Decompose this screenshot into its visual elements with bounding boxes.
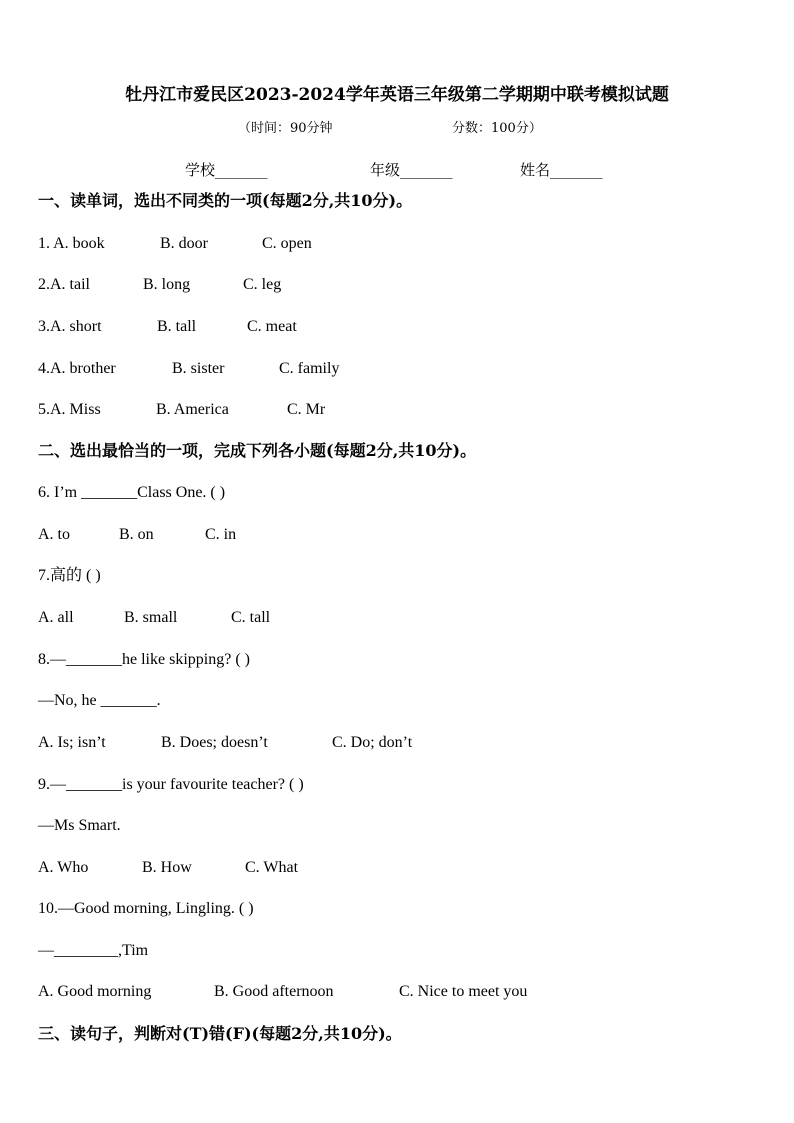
- q2-option-c: C. leg: [243, 276, 282, 293]
- q7-stem: 7.高的 ( ): [38, 567, 101, 584]
- q9-line2: —Ms Smart.: [38, 817, 121, 834]
- q1-option-c: C. open: [262, 235, 312, 252]
- grade-field[interactable]: 年级_______: [370, 161, 453, 179]
- q7-option-b: B. small: [124, 609, 178, 626]
- q8-stem: 8.—_______he like skipping? ( ): [38, 651, 250, 668]
- score-info: 分数：100分）: [452, 121, 542, 136]
- q8-option-a: A. Is; isn’t: [38, 734, 106, 751]
- q2-option-b: B. long: [143, 276, 191, 293]
- q1-option-b: B. door: [160, 235, 208, 252]
- page-title: 牡丹江市爱民区2023-2024学年英语三年级第二学期期中联考模拟试题: [125, 85, 669, 105]
- q4-option-a: 4.A. brother: [38, 360, 116, 377]
- section2-heading: 二、选出最恰当的一项，完成下列各小题(每题2分,共10分)。: [38, 441, 477, 460]
- section3-heading: 三、读句子，判断对(T)错(F)(每题2分,共10分)。: [38, 1024, 402, 1043]
- q5-option-a: 5.A. Miss: [38, 401, 101, 418]
- q3-option-a: 3.A. short: [38, 318, 102, 335]
- q10-line2: —________,Tim: [38, 942, 149, 959]
- q9-stem: 9.—_______is your favourite teacher? ( ): [38, 776, 304, 793]
- time-info: （时间：90分钟: [238, 121, 333, 136]
- q6-option-b: B. on: [119, 526, 154, 543]
- q1-option-a: 1. A. book: [38, 235, 105, 252]
- q5-option-b: B. America: [156, 401, 229, 418]
- q8-line2: —No, he _______.: [38, 692, 161, 709]
- school-field[interactable]: 学校_______: [185, 161, 268, 179]
- q7-option-c: C. tall: [231, 609, 271, 626]
- q5-option-c: C. Mr: [287, 401, 326, 418]
- q10-option-a: A. Good morning: [38, 983, 152, 1000]
- q6-option-a: A. to: [38, 526, 70, 543]
- q7-option-a: A. all: [38, 609, 74, 626]
- name-field[interactable]: 姓名_______: [520, 161, 603, 179]
- q9-option-a: A. Who: [38, 859, 89, 876]
- q8-option-b: B. Does; doesn’t: [161, 734, 268, 751]
- q8-option-c: C. Do; don’t: [332, 734, 413, 751]
- q10-option-b: B. Good afternoon: [214, 983, 334, 1000]
- q6-stem: 6. I’m _______Class One. ( ): [38, 484, 226, 501]
- q10-stem: 10.—Good morning, Lingling. ( ): [38, 900, 254, 917]
- section1-heading: 一、读单词，选出不同类的一项(每题2分,共10分)。: [38, 191, 413, 210]
- q2-option-a: 2.A. tail: [38, 276, 90, 293]
- q6-option-c: C. in: [205, 526, 237, 543]
- q9-option-b: B. How: [142, 859, 192, 876]
- q3-option-b: B. tall: [157, 318, 197, 335]
- q4-option-b: B. sister: [172, 360, 225, 377]
- q9-option-c: C. What: [245, 859, 299, 876]
- q3-option-c: C. meat: [247, 318, 297, 335]
- q4-option-c: C. family: [279, 360, 340, 377]
- q10-option-c: C. Nice to meet you: [399, 983, 528, 1000]
